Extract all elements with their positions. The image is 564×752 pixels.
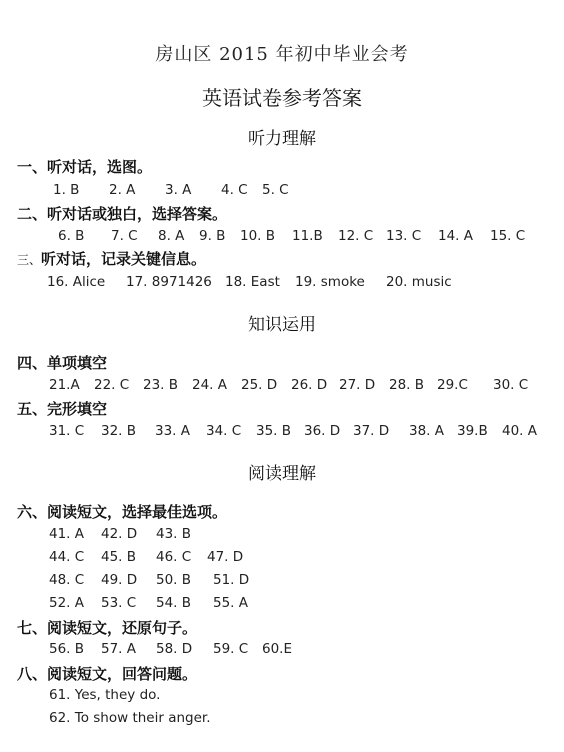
answer-row-s3 (0, 274, 564, 294)
answer-item: 14. A (438, 228, 473, 244)
answer-item: 60.E (262, 641, 292, 657)
answer-row-s6 (0, 572, 564, 592)
answer-item: 45. B (101, 549, 137, 565)
answer-item: 40. A (502, 423, 537, 439)
answer-item: 55. A (213, 595, 248, 611)
answer-item: 11.B (292, 228, 323, 244)
answer-item: 31. C (49, 423, 85, 439)
answer-row-s7 (0, 641, 564, 661)
answer-item: 17. 8971426 (126, 274, 212, 290)
short-answer: 61. Yes, they do. (49, 687, 161, 703)
answer-item: 43. B (156, 526, 192, 542)
answer-row-s5 (0, 423, 564, 443)
part-heading-reading: 阅读理解 (248, 464, 316, 484)
answer-row-s1 (0, 182, 564, 202)
section-heading-7: 七、阅读短文，还原句子。 (17, 619, 198, 637)
answer-item: 34. C (206, 423, 242, 439)
answer-item: 2. A (109, 182, 136, 198)
answer-item: 50. B (156, 572, 192, 588)
part-heading-listening: 听力理解 (248, 129, 316, 149)
section-heading-6: 六、阅读短文，选择最佳选项。 (17, 503, 228, 521)
answer-item: 37. D (353, 423, 390, 439)
answer-item: 33. A (155, 423, 190, 439)
answer-item: 1. B (53, 182, 80, 198)
answer-item: 10. B (240, 228, 276, 244)
answer-item: 56. B (49, 641, 85, 657)
short-answer: 62. To show their anger. (49, 710, 211, 726)
answer-item: 54. B (156, 595, 192, 611)
part-heading-knowledge: 知识运用 (248, 315, 316, 335)
answer-item: 41. A (49, 526, 84, 542)
answer-item: 20. music (386, 274, 452, 290)
answer-item: 3. A (165, 182, 192, 198)
answer-item: 13. C (386, 228, 422, 244)
section-number: 三、 (17, 253, 42, 267)
answer-item: 58. D (156, 641, 193, 657)
answer-row-s2 (0, 228, 564, 248)
answer-row-s6 (0, 595, 564, 615)
answer-item: 23. B (143, 377, 179, 393)
answer-item: 22. C (94, 377, 130, 393)
answer-row-s6 (0, 526, 564, 546)
answer-item: 19. smoke (295, 274, 365, 290)
answer-item: 52. A (49, 595, 84, 611)
answer-item: 48. C (49, 572, 85, 588)
answer-item: 27. D (339, 377, 376, 393)
section-heading-4: 四、单项填空 (17, 354, 108, 372)
section-heading-5: 五、完形填空 (17, 400, 108, 418)
answer-item: 57. A (101, 641, 136, 657)
section-heading-1: 一、听对话，选图。 (17, 158, 153, 176)
answer-item: 46. C (156, 549, 192, 565)
answer-item: 32. B (101, 423, 137, 439)
answer-item: 4. C (221, 182, 248, 198)
answer-item: 59. C (213, 641, 249, 657)
answer-item: 29.C (437, 377, 468, 393)
answer-item: 25. D (241, 377, 278, 393)
answer-item: 39.B (457, 423, 488, 439)
answer-item: 21.A (49, 377, 80, 393)
answer-item: 16. Alice (47, 274, 106, 290)
answer-row-s6 (0, 549, 564, 569)
answer-item: 12. C (338, 228, 374, 244)
answer-item: 8. A (158, 228, 185, 244)
answer-item: 15. C (490, 228, 526, 244)
answer-item: 38. A (409, 423, 444, 439)
answer-item: 9. B (199, 228, 226, 244)
answer-item: 44. C (49, 549, 85, 565)
answer-item: 35. B (256, 423, 292, 439)
answer-item: 6. B (58, 228, 85, 244)
subject-title: 英语试卷参考答案 (202, 86, 362, 110)
answer-item: 5. C (262, 182, 289, 198)
answer-item: 18. East (225, 274, 280, 290)
section-heading-text: 听对话，记录关键信息。 (41, 250, 207, 268)
answer-item: 53. C (101, 595, 137, 611)
answer-item: 26. D (291, 377, 328, 393)
answer-row-s4 (0, 377, 564, 397)
exam-title: 房山区 2015 年初中毕业会考 (155, 44, 409, 65)
section-heading-2: 二、听对话或独白，选择答案。 (17, 205, 228, 223)
answer-item: 28. B (389, 377, 425, 393)
answer-item: 36. D (304, 423, 341, 439)
section-heading-8: 八、阅读短文，回答问题。 (17, 665, 198, 683)
answer-item: 47. D (207, 549, 244, 565)
answer-item: 42. D (101, 526, 138, 542)
answer-item: 7. C (111, 228, 138, 244)
answer-item: 30. C (493, 377, 529, 393)
section-heading-3 (17, 248, 206, 269)
answer-item: 51. D (213, 572, 250, 588)
answer-item: 49. D (101, 572, 138, 588)
answer-item: 24. A (192, 377, 227, 393)
